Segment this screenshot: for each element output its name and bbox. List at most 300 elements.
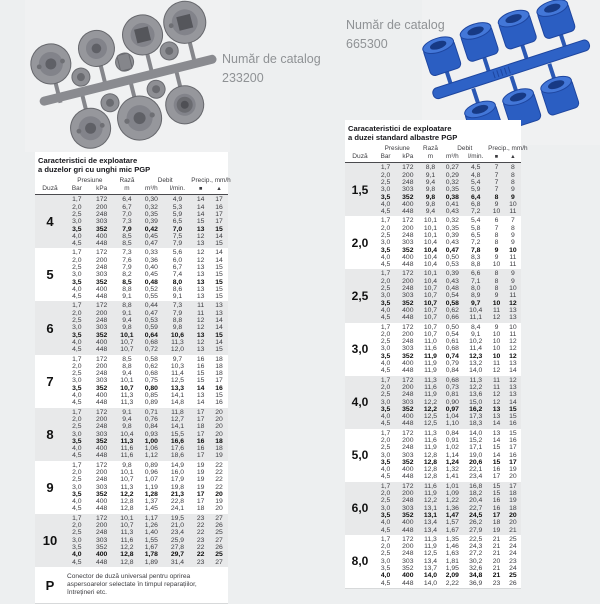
data-cell: 8,8: [122, 285, 132, 293]
data-cell: 11,3: [120, 399, 134, 407]
data-cell: 9,7: [172, 355, 183, 363]
data-cell: 4,0: [380, 253, 391, 261]
data-cell: 34,8: [469, 572, 483, 580]
data-cell: 17: [215, 210, 223, 218]
data-cell: 4,0: [380, 413, 391, 421]
data-cell: 8,8: [122, 302, 132, 310]
data-row: [375, 505, 521, 512]
data-cell: 16: [509, 437, 517, 444]
data-cell: 400: [95, 338, 108, 346]
data-cell: 6,8: [470, 200, 481, 208]
nozzle-group: [35, 514, 228, 567]
nozzle-size-label: 2,5: [351, 289, 369, 303]
data-cell: 1,78: [144, 551, 158, 559]
data-cell: 7,3: [122, 218, 132, 226]
data-cell: 10,7: [120, 346, 134, 354]
table-title: [35, 152, 228, 177]
data-cell: 1,24: [445, 458, 459, 466]
blue-nozzle-spec-table: [345, 120, 528, 589]
data-cell: 23: [196, 558, 205, 566]
data-row: [375, 543, 521, 550]
data-row: [375, 217, 521, 224]
data-row: [375, 338, 521, 345]
data-cell: 4,5: [470, 164, 481, 172]
data-row: [375, 565, 521, 572]
nozzle-size-label: 5,0: [351, 448, 369, 463]
data-row: [375, 550, 521, 557]
data-cell: 172: [95, 302, 108, 310]
data-cell: 2,5: [380, 444, 391, 452]
data-cell: 13,1: [423, 511, 438, 519]
data-cell: 303: [402, 398, 414, 406]
catalog-label: Număr de catalog: [222, 52, 321, 66]
data-cell: 4,5: [72, 293, 82, 301]
data-cell: 0,62: [144, 362, 158, 370]
data-cell: 11: [509, 292, 517, 300]
data-cell: 19: [215, 452, 223, 460]
data-cell: 4,5: [380, 579, 391, 587]
data-cell: 4,9: [172, 196, 183, 204]
data-row: [65, 522, 228, 529]
data-cell: 2,0: [72, 256, 82, 264]
nozzle-rows: [65, 356, 228, 407]
data-cell: 0,93: [144, 430, 158, 438]
data-cell: 19: [196, 483, 205, 491]
data-cell: 11,3: [469, 376, 483, 384]
data-cell: 14: [196, 384, 205, 392]
data-cell: 0,45: [144, 271, 158, 279]
data-cell: 7: [494, 224, 499, 232]
data-row: [375, 430, 521, 437]
data-row: [375, 580, 521, 587]
data-cell: 19: [196, 461, 205, 469]
data-cell: 12,5: [423, 550, 438, 558]
data-cell: 8,0: [172, 278, 183, 286]
data-cell: 12,8: [423, 451, 438, 459]
data-cell: 15: [196, 377, 205, 385]
data-cell: 24,1: [170, 505, 185, 513]
data-cell: 10,4: [423, 246, 438, 254]
nozzle-group: [35, 248, 228, 301]
data-cell: 15,0: [469, 398, 483, 406]
data-row: [375, 186, 521, 193]
data-cell: 448: [95, 346, 108, 354]
data-cell: 400: [402, 306, 414, 314]
data-cell: 172: [95, 249, 108, 257]
data-cell: 0,32: [445, 217, 459, 225]
data-cell: 9,8: [122, 423, 132, 431]
data-cell: 3,0: [380, 186, 391, 194]
data-cell: 15: [509, 413, 517, 421]
data-cell: 8,8: [172, 317, 183, 325]
data-cell: 16: [196, 362, 205, 370]
data-cell: 12: [492, 367, 501, 375]
data-cell: 0,54: [445, 330, 459, 338]
data-cell: 3,5: [380, 246, 391, 254]
data-cell: 1,37: [144, 498, 158, 506]
data-cell: 3,0: [72, 377, 82, 385]
data-cell: 27,9: [469, 526, 483, 534]
data-cell: 4,0: [72, 338, 82, 346]
data-cell: 4,5: [380, 473, 391, 481]
data-cell: 17: [509, 482, 517, 490]
data-cell: 11,9: [424, 391, 437, 399]
data-cell: 11,6: [424, 383, 437, 391]
data-cell: 7,9: [122, 263, 132, 271]
data-cell: 10: [492, 338, 501, 346]
data-cell: 2,5: [72, 317, 82, 325]
data-cell: 3,5: [380, 299, 391, 307]
data-cell: 8: [494, 277, 499, 285]
data-cell: 12,8: [120, 551, 134, 559]
table-body: [35, 195, 228, 603]
data-cell: 10,7: [120, 522, 134, 530]
data-cell: 8,9: [470, 292, 481, 300]
data-cell: 20: [509, 511, 517, 519]
data-cell: 303: [95, 483, 108, 491]
data-row: [65, 537, 228, 544]
data-cell: 15: [492, 444, 501, 452]
data-cell: 9: [511, 277, 515, 285]
data-cell: 20: [215, 408, 223, 416]
data-cell: 11,6: [424, 482, 437, 490]
data-cell: 2,5: [72, 476, 82, 484]
data-cell: 9,1: [172, 293, 183, 301]
data-cell: 14: [215, 324, 223, 332]
data-cell: 3,0: [72, 483, 82, 491]
nozzle-size-label: P: [45, 577, 55, 593]
data-cell: 12,0: [170, 346, 185, 354]
data-cell: 200: [95, 469, 108, 476]
data-cell: 3,0: [380, 239, 391, 247]
data-cell: 10,7: [423, 314, 438, 322]
data-cell: 20: [492, 557, 501, 565]
data-cell: 12,5: [423, 420, 438, 428]
data-cell: 9,8: [425, 186, 436, 194]
data-cell: 303: [402, 451, 414, 459]
nozzle-rows: [375, 324, 521, 375]
data-cell: 20: [215, 505, 223, 513]
data-cell: 303: [402, 186, 414, 194]
data-row: [375, 232, 521, 239]
data-cell: 4,0: [380, 306, 391, 314]
data-cell: 10,7: [120, 384, 134, 392]
data-cell: 0,38: [445, 193, 459, 201]
data-cell: 12,2: [120, 543, 134, 551]
data-row: [65, 317, 228, 324]
data-cell: 12: [196, 249, 205, 257]
data-cell: 11: [197, 302, 205, 310]
data-cell: 400: [95, 232, 108, 240]
data-row: [375, 512, 521, 519]
data-cell: 10: [492, 352, 501, 360]
data-cell: 6,7: [172, 263, 183, 271]
nozzle-size-label: 6: [46, 320, 54, 336]
nozzle-size-label: 4: [46, 214, 54, 230]
data-cell: 352: [402, 352, 414, 360]
nozzle-group: [35, 195, 228, 248]
data-cell: 6,5: [172, 218, 183, 226]
data-cell: 15,2: [469, 437, 483, 444]
data-cell: 172: [95, 355, 108, 363]
data-cell: 0,96: [144, 469, 158, 476]
data-cell: 1,01: [445, 482, 459, 490]
data-row: [375, 201, 521, 208]
data-cell: 11,3: [424, 535, 437, 543]
data-cell: 0,44: [144, 302, 158, 310]
data-cell: 2,5: [72, 210, 82, 218]
data-cell: 4,5: [72, 346, 82, 354]
data-cell: 18: [196, 423, 205, 431]
data-cell: 11: [492, 360, 501, 368]
data-row: [65, 484, 228, 491]
data-cell: 17: [492, 473, 501, 481]
data-row: [65, 515, 228, 522]
data-row: [375, 164, 521, 171]
data-cell: 10: [509, 285, 517, 293]
data-cell: 3,5: [72, 278, 82, 286]
data-cell: 27,2: [469, 550, 483, 558]
data-cell: 10,1: [423, 231, 438, 239]
data-cell: 14,9: [170, 461, 185, 469]
data-cell: 1,32: [445, 466, 459, 474]
data-row: [65, 346, 228, 353]
data-cell: 23,4: [170, 529, 185, 537]
data-row: [65, 264, 228, 271]
data-row: [65, 498, 228, 505]
data-cell: 9,1: [470, 330, 481, 338]
data-cell: 21: [509, 526, 517, 534]
data-cell: 1,06: [144, 445, 158, 453]
data-cell: 400: [95, 392, 108, 400]
data-cell: 8: [494, 285, 499, 293]
data-cell: 4,0: [380, 360, 391, 368]
data-cell: 10,4: [423, 239, 438, 247]
data-cell: 17: [492, 511, 501, 519]
data-cell: 17: [509, 458, 517, 466]
data-cell: 11,3: [120, 529, 134, 537]
data-cell: 303: [95, 271, 108, 279]
nozzle-rows: [65, 302, 228, 353]
data-cell: 1,7: [72, 514, 82, 522]
catalog-number: 665300: [346, 37, 388, 51]
data-cell: 0,47: [144, 309, 158, 317]
nozzle-rows: [65, 196, 228, 247]
data-cell: 5,4: [470, 217, 481, 225]
data-cell: 2,5: [380, 338, 391, 346]
data-cell: 4,5: [380, 261, 391, 269]
data-cell: 172: [95, 196, 108, 204]
data-cell: 4,5: [72, 399, 82, 407]
data-cell: 9,8: [122, 461, 132, 469]
data-cell: 4,5: [72, 452, 82, 460]
data-cell: 17,9: [170, 476, 185, 484]
data-row: [65, 257, 228, 264]
data-cell: 26: [215, 543, 223, 551]
data-cell: 2,0: [380, 490, 391, 498]
data-cell: 0,52: [144, 285, 158, 293]
data-cell: 17: [196, 452, 205, 460]
data-cell: 248: [95, 529, 108, 537]
data-cell: 21: [492, 535, 501, 543]
data-cell: 3,5: [380, 352, 391, 360]
data-row: [65, 218, 228, 225]
data-cell: 0,48: [144, 278, 158, 286]
data-cell: 13: [492, 405, 501, 413]
data-cell: 11,9: [424, 490, 437, 498]
data-cell: 3,5: [72, 490, 82, 498]
data-row: [65, 332, 228, 339]
data-cell: 16: [196, 355, 205, 363]
data-cell: 12,2: [469, 383, 483, 391]
data-cell: 0,79: [445, 360, 459, 368]
data-cell: 13: [196, 225, 205, 233]
data-row: [65, 445, 228, 452]
data-cell: 14,8: [170, 399, 185, 407]
data-cell: 3,5: [72, 225, 82, 233]
data-cell: 17: [196, 415, 205, 423]
column-header-debit: Debit: [157, 176, 173, 184]
data-cell: 7: [494, 164, 499, 172]
data-row: [375, 270, 521, 277]
data-cell: 3,5: [72, 437, 82, 445]
data-cell: 2,0: [72, 309, 82, 317]
data-cell: 11,6: [120, 536, 134, 544]
catalog-label: Număr de catalog: [346, 18, 445, 32]
data-cell: 10,7: [423, 330, 438, 338]
data-cell: 11,0: [424, 338, 437, 346]
triangle-icon: ▲: [510, 153, 516, 160]
data-cell: 15: [215, 225, 223, 233]
nozzle-rows: [65, 462, 228, 513]
data-cell: 248: [402, 338, 414, 346]
data-cell: 0,68: [445, 376, 459, 384]
data-cell: 200: [95, 415, 108, 423]
data-cell: 11,9: [424, 352, 437, 360]
data-cell: 4,0: [72, 285, 82, 293]
data-cell: 10,1: [423, 224, 438, 232]
data-cell: 172: [95, 461, 108, 469]
table-title: [345, 120, 521, 145]
data-cell: 0,89: [144, 461, 158, 469]
data-cell: 1,12: [144, 452, 158, 460]
data-cell: 15: [492, 482, 501, 490]
data-cell: 8,8: [122, 362, 132, 370]
data-cell: 15: [492, 458, 501, 466]
data-cell: 9,4: [122, 415, 132, 423]
data-cell: 12: [509, 376, 517, 384]
data-cell: 352: [402, 193, 414, 201]
data-cell: 248: [95, 476, 108, 484]
data-cell: 8,3: [470, 253, 481, 261]
data-cell: 172: [95, 514, 108, 522]
data-cell: 7,3: [172, 302, 183, 310]
data-cell: 5,3: [172, 203, 183, 211]
data-cell: 15: [196, 370, 205, 378]
data-cell: 9: [511, 231, 515, 239]
data-cell: 9: [494, 292, 499, 300]
data-row: [65, 438, 228, 445]
data-cell: 0,33: [144, 249, 158, 257]
data-cell: 172: [402, 270, 414, 278]
data-cell: 12,8: [120, 505, 134, 513]
data-cell: 17: [215, 196, 223, 204]
data-cell: 14: [215, 338, 223, 346]
data-cell: 12: [196, 324, 205, 332]
data-cell: 6,5: [470, 231, 481, 239]
data-row: [375, 239, 521, 246]
data-cell: 1,46: [445, 543, 459, 551]
data-cell: 248: [402, 178, 414, 186]
data-cell: 248: [402, 285, 414, 293]
data-cell: 0,81: [445, 391, 459, 399]
data-cell: 25: [215, 529, 223, 537]
nozzle-group: [345, 216, 521, 269]
data-cell: 12: [196, 317, 205, 325]
data-row: [65, 339, 228, 346]
data-cell: 18,6: [170, 452, 185, 460]
data-cell: 400: [95, 551, 108, 559]
data-cell: 23: [509, 557, 517, 565]
data-cell: 3,5: [380, 405, 391, 413]
nozzle-group: [35, 355, 228, 408]
data-cell: 4,5: [380, 208, 391, 216]
data-cell: 25,9: [170, 536, 185, 544]
data-cell: 10,3: [170, 362, 185, 370]
data-cell: 13: [509, 314, 517, 322]
data-cell: 10,4: [120, 430, 134, 438]
data-cell: 17,3: [469, 413, 483, 421]
data-row: [65, 529, 228, 536]
data-cell: 0,55: [144, 293, 158, 301]
column-header-m3h: m³/h: [445, 152, 459, 160]
data-cell: 352: [95, 331, 108, 339]
data-cell: 18,3: [469, 420, 483, 428]
data-cell: 16: [196, 445, 205, 453]
data-cell: 400: [95, 498, 108, 506]
data-cell: 303: [402, 504, 414, 512]
column-header-debit: Debit: [457, 144, 473, 152]
data-cell: 12: [509, 345, 517, 353]
data-row: [375, 558, 521, 565]
data-cell: 352: [95, 384, 108, 392]
data-cell: 0,53: [445, 261, 459, 269]
data-cell: 14: [215, 232, 223, 240]
data-cell: 11: [492, 383, 501, 391]
data-cell: 9: [511, 186, 515, 194]
data-cell: 1,67: [144, 543, 158, 551]
data-cell: 10,7: [120, 338, 134, 346]
data-cell: 25: [509, 572, 517, 580]
data-cell: 400: [402, 200, 414, 208]
data-cell: 8,6: [172, 285, 183, 293]
data-row: [65, 302, 228, 309]
nozzle-group: [345, 482, 521, 535]
data-cell: 13,6: [469, 391, 483, 399]
data-cell: 0,43: [445, 277, 459, 285]
data-cell: 15: [215, 285, 223, 293]
data-cell: 22: [215, 483, 223, 491]
data-cell: 13: [196, 331, 205, 339]
data-cell: 448: [95, 505, 108, 513]
data-cell: 26: [215, 522, 223, 530]
data-cell: 11,4: [171, 370, 184, 378]
data-cell: 9,8: [425, 193, 436, 201]
data-cell: 0,85: [144, 392, 158, 400]
data-cell: 2,0: [380, 277, 391, 285]
data-cell: 3,5: [380, 193, 391, 201]
data-cell: 23,4: [469, 473, 483, 481]
